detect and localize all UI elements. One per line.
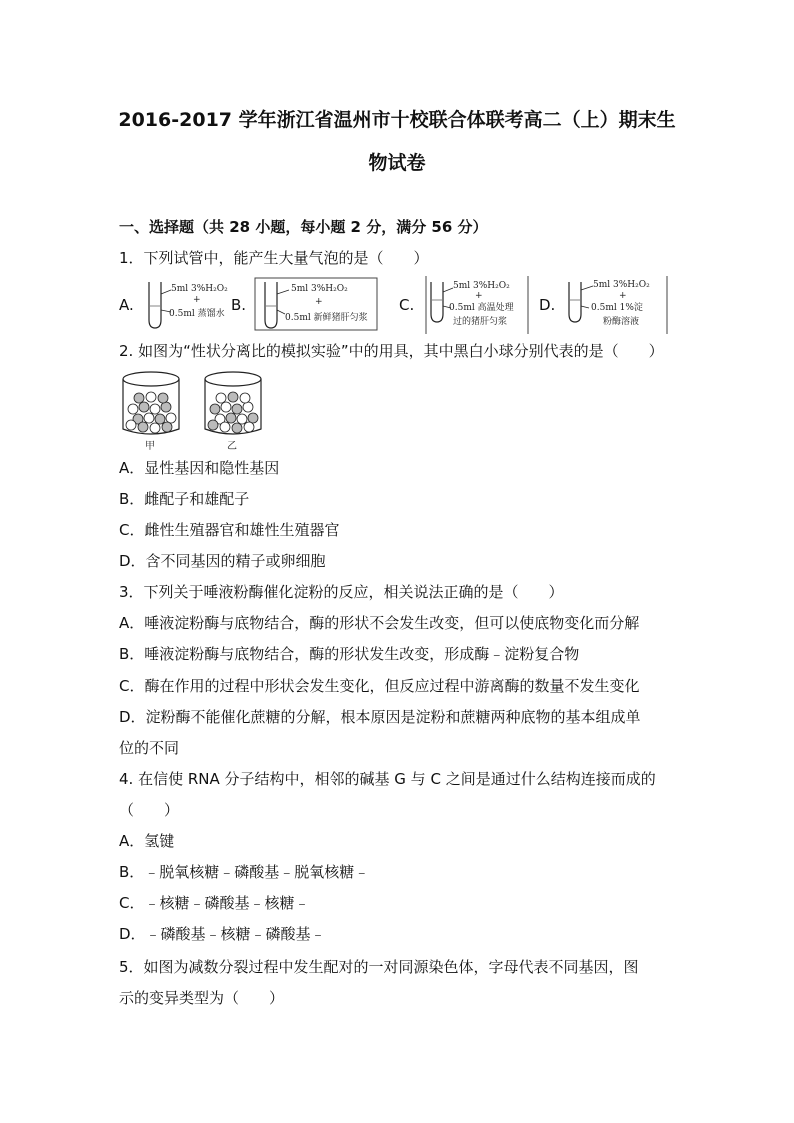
q4-option-b: B．﹣脱氧核糖﹣磷酸基﹣脱氧核糖﹣	[119, 863, 370, 881]
q1-b-top-text: 5ml 3%H₂O₂	[291, 284, 348, 294]
q1-option-a-label: A.	[119, 296, 134, 314]
beaker-jia-label: 甲	[145, 441, 155, 451]
q1-c-bottom2-text: 过的猪肝匀浆	[453, 317, 508, 327]
q4-stem: 4. 在信使 RNA 分子结构中，相邻的碱基 G 与 C 之间是通过什么结构连接而成的	[119, 770, 656, 788]
q1-option-c-label: C.	[399, 296, 415, 314]
q3-option-d: D．淀粉酶不能催化蔗糖的分解，根本原因是淀粉和蔗糖两种底物的基本组成单	[119, 708, 641, 726]
q1-stem: 1．下列试管中，能产生大量气泡的是（ ）	[119, 249, 429, 267]
q1-c-bottom-text: 0.5ml 高温处理	[449, 303, 514, 313]
q1-d-bottom2-text: 粉酶溶液	[603, 317, 640, 327]
q5-stem-cont: 示的变异类型为（ ）	[119, 989, 285, 1007]
q3-option-c: C．酶在作用的过程中形状会发生变化，但反应过程中游离酶的数量不发生变化	[119, 677, 640, 695]
q2-stem: 2. 如图为“性状分离比的模拟实验”中的用具，其中黑白小球分别代表的是（ ）	[119, 342, 664, 360]
q1-c-top-text: 5ml 3%H₂O₂	[453, 281, 510, 291]
q1-b-plus-text: +	[315, 297, 323, 307]
q1-a-plus-text: +	[193, 295, 201, 305]
q2-option-d: D．含不同基因的精子或卵细胞	[119, 552, 326, 570]
q1-option-a	[119, 276, 229, 334]
section-heading: 一、选择题（共 28 小题，每小题 2 分，满分 56 分）	[119, 218, 488, 236]
q1-a-top-text: 5ml 3%H₂O₂	[171, 284, 228, 294]
q1-option-c	[399, 276, 539, 334]
exam-title-line2: 物试卷	[368, 152, 426, 174]
beaker-yi-label: 乙	[227, 441, 237, 451]
q1-option-b	[231, 276, 381, 334]
q1-c-plus-text: +	[475, 291, 483, 301]
q1-d-plus-text: +	[619, 291, 627, 301]
test-tube-c-figure	[425, 276, 529, 334]
q1-a-bottom-text: 0.5ml 蒸馏水	[169, 309, 225, 319]
q4-option-d: D．﹣磷酸基﹣核糖﹣磷酸基﹣	[119, 925, 326, 943]
test-tube-d-figure	[563, 276, 669, 334]
q4-option-a: A．氢键	[119, 832, 175, 850]
q2-option-b: B．雌配子和雄配子	[119, 490, 250, 508]
q3-option-d-cont: 位的不同	[119, 739, 180, 757]
q2-beakers-figure	[119, 369, 279, 451]
exam-title-line1: 2016-2017 学年浙江省温州市十校联合体联考高二（上）期末生	[118, 109, 676, 131]
q2-option-c: C．雌性生殖器官和雄性生殖器官	[119, 521, 340, 539]
q1-d-top-text: 5ml 3%H₂O₂	[593, 280, 650, 290]
q3-option-a: A．唾液淀粉酶与底物结合，酶的形状不会发生改变，但可以使底物变化而分解	[119, 614, 640, 632]
q4-option-c: C．﹣核糖﹣磷酸基﹣核糖﹣	[119, 894, 310, 912]
q1-b-bottom-text: 0.5ml 新鲜猪肝匀浆	[285, 313, 368, 323]
test-tube-b-figure	[253, 276, 381, 334]
q5-stem: 5．如图为减数分裂过程中发生配对的一对同源染色体，字母代表不同基因，图	[119, 958, 639, 976]
q1-option-d-label: D.	[539, 296, 556, 314]
q4-stem-cont: （ ）	[119, 801, 180, 819]
q3-stem: 3．下列关于唾液粉酶催化淀粉的反应，相关说法正确的是（ ）	[119, 583, 564, 601]
q1-option-d	[539, 276, 679, 334]
q1-d-bottom-text: 0.5ml 1%淀	[591, 303, 643, 313]
test-tube-a-figure	[143, 276, 229, 334]
q1-option-figures	[119, 276, 679, 334]
q2-option-a: A．显性基因和隐性基因	[119, 459, 280, 477]
q3-option-b: B．唾液淀粉酶与底物结合，酶的形状发生改变，形成酶﹣淀粉复合物	[119, 645, 580, 663]
q1-option-b-label: B.	[231, 296, 247, 314]
